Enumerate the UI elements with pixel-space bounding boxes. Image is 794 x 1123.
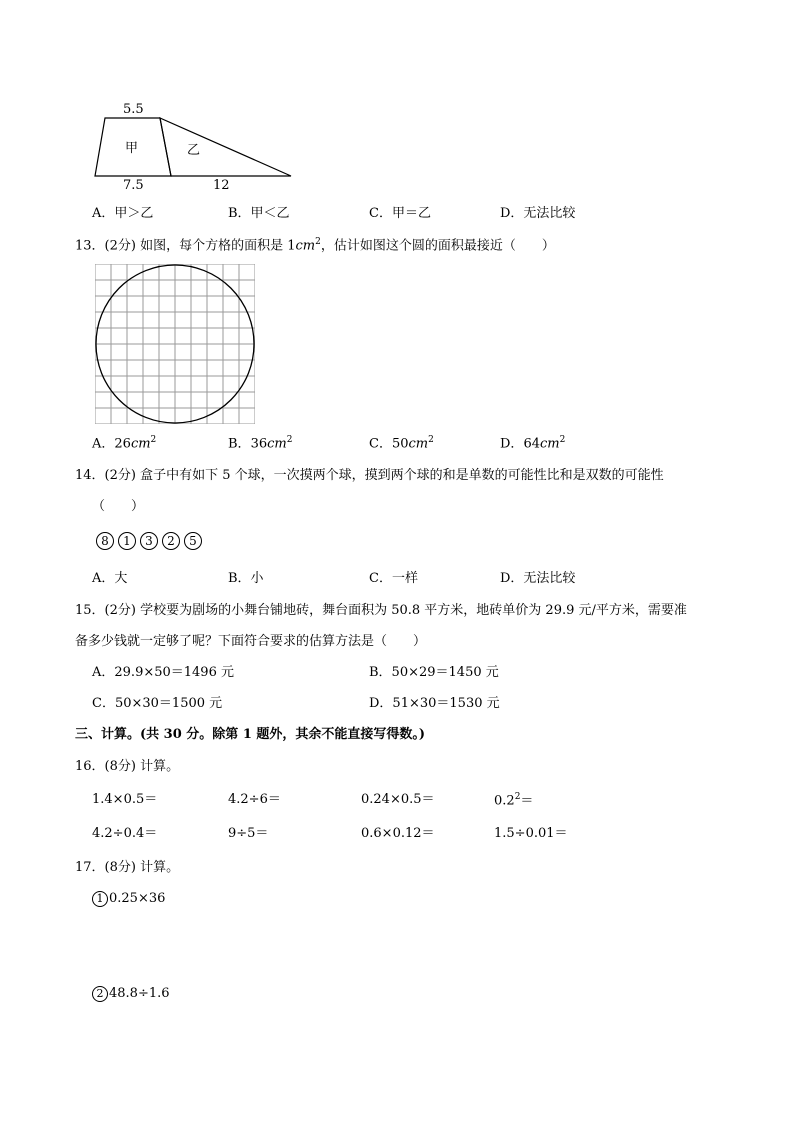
q17-item-2-mark: 2	[92, 986, 108, 1002]
q16-r2-c3: 0.6×0.12＝	[361, 826, 435, 841]
q16-r2-c1: 4.2÷0.4＝	[92, 826, 158, 841]
q14-stem-line2: （ ）	[92, 499, 145, 514]
q13-option-c	[369, 436, 434, 450]
q14-option-c: C．一样	[369, 571, 418, 586]
q13-option-c-sup: 2	[428, 435, 434, 445]
q12-option-b: B．甲＜乙	[228, 206, 290, 221]
q13-stem	[75, 238, 555, 252]
figure-bottom-left-label: 7.5	[123, 178, 144, 193]
q16-r1-c4-base: 0.2	[494, 793, 515, 809]
q13-option-c-letter: C．	[369, 436, 392, 452]
q13-option-d-letter: D．	[500, 436, 524, 452]
q15-stem-line2: 备多少钱就一定够了呢？下面符合要求的估算方法是（ ）	[75, 634, 427, 649]
section-3-heading: 三、计算。(共 30 分。除第 1 题外，其余不能直接写得数。)	[75, 727, 426, 742]
q16-r1-c3: 0.24×0.5＝	[361, 792, 435, 807]
q16-r1-c4-sup: 2	[514, 792, 521, 802]
q13-option-b-sup: 2	[286, 435, 293, 445]
q16-r1-c4-eq: ＝	[520, 793, 534, 809]
q17-item-1	[92, 891, 165, 907]
q15-option-d: D．51×30＝1530 元	[369, 696, 500, 711]
q17-stem: 17．(8分) 计算。	[75, 860, 180, 875]
ball-8: 8	[96, 532, 114, 550]
q13-stem-unit: cm	[295, 238, 316, 254]
q16-r2-c4: 1.5÷0.01＝	[494, 826, 568, 841]
q13-option-a-value: 26	[114, 436, 131, 452]
q13-option-d-sup: 2	[559, 435, 566, 445]
q16-r1-c2: 4.2÷6＝	[228, 792, 281, 807]
q13-option-c-unit: cm	[408, 436, 429, 452]
q15-stem-line1: 15．(2分) 学校要为剧场的小舞台铺地砖，舞台面积为 50.8 平方米，地砖单价为 29.9 元/平方米，需要准	[75, 603, 687, 618]
q12-option-a: A．甲＞乙	[92, 206, 154, 221]
q14-balls	[96, 532, 206, 550]
figure-label-yi: 乙	[187, 143, 201, 158]
q13-option-d-value: 64	[523, 436, 540, 452]
ball-1: 1	[118, 532, 136, 550]
trapezoid-triangle-figure	[85, 98, 305, 193]
q13-option-b	[228, 436, 292, 450]
ball-3: 3	[140, 532, 158, 550]
q14-stem-line1: 14．(2分) 盒子中有如下 5 个球，一次摸两个球，摸到两个球的和是单数的可能性比和是双数的可能性	[75, 468, 664, 483]
q15-option-b: B．50×29＝1450 元	[369, 665, 499, 680]
ball-5: 5	[184, 532, 202, 550]
q16-r1-c4	[494, 793, 533, 807]
q15-option-a: A．29.9×50＝1496 元	[92, 665, 234, 680]
figure-top-label: 5.5	[123, 102, 144, 117]
q13-option-b-letter: B．	[228, 436, 251, 452]
q16-stem: 16．(8分) 计算。	[75, 759, 180, 774]
q12-option-d: D．无法比较	[500, 206, 576, 221]
q13-option-d-unit: cm	[539, 436, 560, 452]
grid-circle-figure	[95, 264, 255, 424]
q13-option-a-unit: cm	[130, 436, 151, 452]
ball-2: 2	[162, 532, 180, 550]
q17-item-1-expr: 0.25×36	[109, 891, 166, 906]
q13-stem-pre: 13．(2分) 如图，每个方格的面积是 1	[75, 238, 296, 254]
q13-option-a-sup: 2	[150, 435, 157, 445]
q12-option-c: C．甲＝乙	[369, 206, 431, 221]
q13-option-c-value: 50	[391, 436, 409, 452]
q16-r1-c1: 1.4×0.5＝	[92, 792, 158, 807]
q13-option-a	[92, 436, 156, 450]
q15-option-c: C．50×30＝1500 元	[92, 696, 223, 711]
q14-option-a: A．大	[92, 571, 128, 586]
figure-label-jia: 甲	[125, 141, 139, 156]
q13-option-a-letter: A．	[92, 436, 115, 452]
q13-stem-sup: 2	[315, 237, 321, 247]
q13-stem-post: ，估计如图这个圆的面积最接近（ ）	[320, 238, 555, 254]
q13-option-b-value: 36	[250, 436, 268, 452]
q14-option-b: B．小	[228, 571, 264, 586]
q17-item-2-expr: 48.8÷1.6	[109, 986, 170, 1001]
q17-item-1-mark: 1	[92, 891, 108, 907]
q13-option-d	[500, 436, 565, 450]
q17-item-2	[92, 986, 170, 1002]
q16-r2-c2: 9÷5＝	[228, 826, 269, 841]
q14-option-d: D．无法比较	[500, 571, 576, 586]
q13-option-b-unit: cm	[267, 436, 287, 452]
figure-bottom-right-label: 12	[213, 178, 230, 193]
